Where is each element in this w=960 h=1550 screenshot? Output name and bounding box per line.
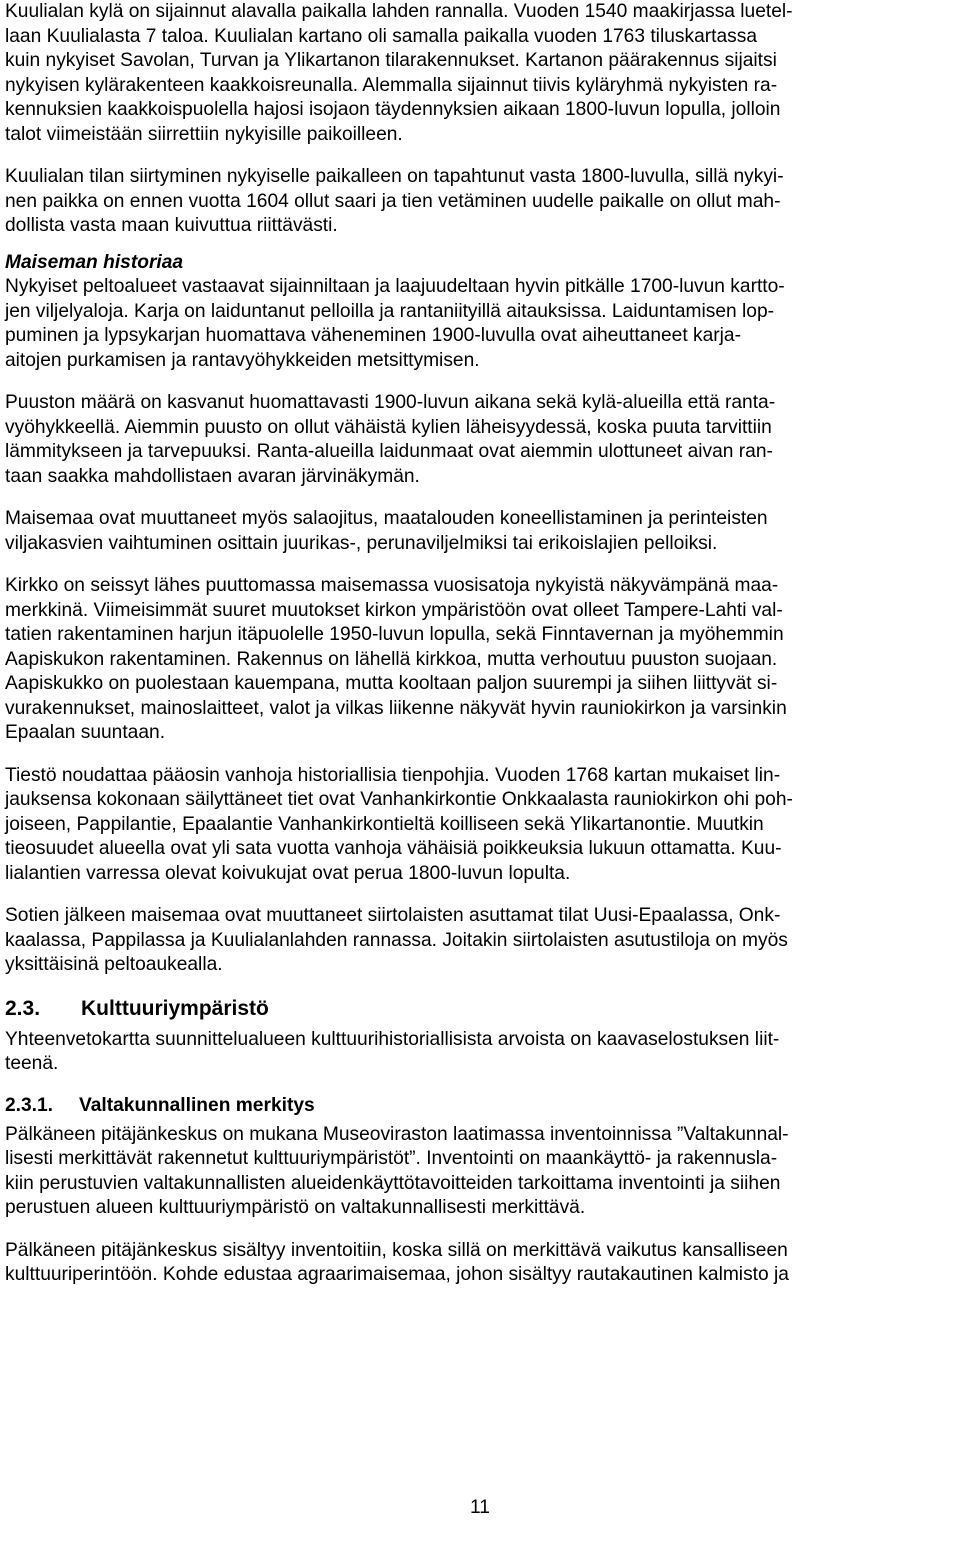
text-line: nen paikka on ennen vuotta 1604 ollut saari ja tien vetäminen uudelle paikalle on ollut mah- [5,190,781,212]
paragraph-trees [5,391,955,489]
text-line: kuin nykyiset Savolan, Turvan ja Ylikartanon tilarakennukset. Kartanon päärakennus sijaitsi [5,50,777,71]
text-line: talot viimeistään siirrettiin nykyisille paikoilleen. [5,123,403,145]
text-line: puminen ja lypsykarjan huomattava väheneminen 1900-luvulla ovat aiheuttaneet karja- [5,325,741,346]
text-line: teenä. [5,1053,59,1074]
text-line: Sotien jälkeen maisemaa ovat muuttaneet siirtolaisten asuttamat tilat Uusi-Epaalassa, Onk- [5,905,781,926]
paragraph-church [5,574,955,746]
text-line: nykyisen kylärakenteen kaakkoisreunalla. Alemmalla sijainnut tiivis kyläryhmä nykyisten ra- [5,74,778,96]
text-line: dollista vasta maan kuivuttua riittävästi. [5,215,338,236]
text-line: Aapiskukko on puolestaan kauempana, mutta kooltaan paljon suurempi ja siihen liittyvät si- [5,673,778,694]
text-line: vurakennukset, mainoslaitteet, valot ja vilkas liikenne näkyvät hyvin rauniokirkon ja varsinkin [5,697,787,719]
subsection-number: 2.3.1. [5,1094,54,1116]
text-line: merkkinä. Viimeisimmät suuret muutokset kirkon ympäristöön ovat olleet Tampere-Lahti val- [5,599,783,621]
text-line: Maisemaa ovat muuttaneet myös salaojitus, maatalouden koneellistaminen ja perinteisten [5,508,768,529]
paragraph-kuuliala-village [5,0,955,147]
text-line: yksittäisinä peltoaukealla. [5,954,223,975]
text-line: Nykyiset peltoalueet vastaavat sijainniltaan ja laajuudeltaan hyvin pitkälle 1700-luvun kartto- [5,276,785,297]
text-line: jauksensa kokonaan säilyttäneet tiet ovat Vanhankirkontie Onkkaalasta rauniokirkon ohi poh- [5,789,793,810]
text-line: Kuulialan kylä on sijainnut alavalla paikalla lahden rannalla. Vuoden 1540 maakirjassa luetel- [5,1,793,22]
text-line: joiseen, Pappilantie, Epaalantie Vanhankirkontieltä koilliseen sekä Ylikartanontie. Muutkin [5,813,764,835]
text-line: Pälkäneen pitäjänkeskus sisältyy inventoitiin, koska sillä on merkittävä vaikutus kansalliseen [5,1239,788,1261]
subsection-heading-valtakunnallinen [5,1093,955,1119]
page-number: 11 [470,1497,490,1518]
text-line: aitojen purkamisen ja rantavyöhykkeiden metsittymisen. [5,349,480,371]
text-line: Tiestö noudattaa pääosin vanhoja historiallisia tienpohjia. Vuoden 1768 kartan mukaiset lin- [5,764,781,786]
paragraph-postwar [5,904,955,978]
paragraph-kuuliala-relocation [5,165,955,239]
text-line: taan saakka mahdollistaen avaran järvinäkymän. [5,465,420,487]
paragraph-landscape-changes [5,507,955,556]
text-line: laan Kuulialasta 7 taloa. Kuulialan kartano oli samalla paikalla vuoden 1763 tiluskartassa [5,25,757,47]
paragraph-summary-map [5,1028,955,1077]
text-line: vyöhykkeellä. Aiemmin puusto on ollut vähäistä kylien läheisyydessä, koska puuta tarvittiin [5,416,772,438]
text-line: Aapiskukon rakentaminen. Rakennus on lähellä kirkkoa, mutta verhoutuu puuston suojaan. [5,648,778,670]
text-line: kulttuuriperintöön. Kohde edustaa agraarimaisemaa, johon sisältyy rautakautinen kalmisto ja [5,1264,789,1285]
paragraph-heritage [5,1239,955,1288]
paragraph-roads [5,764,955,887]
text-line: lisesti merkittävät rakennetut kulttuuriympäristöt”. Inventointi on maankäyttö- ja rakennusla- [5,1148,778,1169]
text-line: kaalassa, Pappilassa ja Kuulialanlahden rannassa. Joitakin siirtolaisten asutustiloja on myös [5,929,788,951]
text-line: lämmitykseen ja tarvepuuksi. Ranta-alueilla laidunmaat ovat aiemmin ulottuneet aivan ran- [5,441,773,462]
section-title: Kulttuuriympäristö [81,996,269,1020]
text-line: jen viljelyaloja. Karja on laiduntanut pelloilla ja rantaniityillä aitauksissa. Laiduntamisen lop- [5,300,775,322]
text-line: Kirkko on seissyt lähes puuttomassa maisemassa vuosisatoja nykyistä näkyvämpänä maa- [5,575,779,596]
text-line: kennuksien kaakkoispuolella hajosi isojaon täydennyksien aikaan 1800-luvun lopulla, jolloin [5,99,781,120]
section-number: 2.3. [5,996,41,1020]
text-line: tieosuudet alueella ovat yli sata vuotta vanhoja vähäisiä poikkeuksia lukuun ottamatta. Kuu- [5,838,782,859]
text-line: Puuston määrä on kasvanut huomattavasti 1900-luvun aikana sekä kylä-alueilla että ranta- [5,392,776,413]
text-line: perustuen alueen kulttuuriympäristö on valtakunnallisesti merkittävä. [5,1197,586,1218]
paragraph-national-inventory [5,1123,955,1221]
text-line: Kuulialan tilan siirtyminen nykyiselle paikalleen on tapahtunut vasta 1800-luvulla, sillä nykyi- [5,166,784,187]
heading-maiseman-historiaa: Maiseman historiaa [5,251,184,273]
text-line: Pälkäneen pitäjänkeskus on mukana Museoviraston laatimassa inventoinnissa ”Valtakunnal- [5,1123,789,1145]
text-line: viljakasvien vaihtuminen osittain juurikas-, perunaviljelmiksi tai erikoislajien pelloiksi. [5,532,718,554]
text-line: Yhteenvetokartta suunnittelualueen kulttuurihistoriallisista arvoista on kaavaselostuksen liit- [5,1028,780,1050]
document-page [5,0,955,1288]
paragraph-fields [5,275,955,373]
subsection-title: Valtakunnallinen merkitys [79,1094,315,1116]
text-line: lialantien varressa olevat koivukujat ovat perua 1800-luvun lopulta. [5,862,571,884]
text-line: tatien rakentaminen harjun itäpuolelle 1950-luvun lopulla, sekä Finntavernan ja myöhemmin [5,624,784,645]
section-heading-kulttuuriymparisto [5,994,955,1024]
text-line: kiin perustuvien valtakunnallisten alueidenkäyttötavoitteiden tarkoittama inventointi ja siihen [5,1172,781,1194]
text-line: Epaalan suuntaan. [5,722,166,743]
